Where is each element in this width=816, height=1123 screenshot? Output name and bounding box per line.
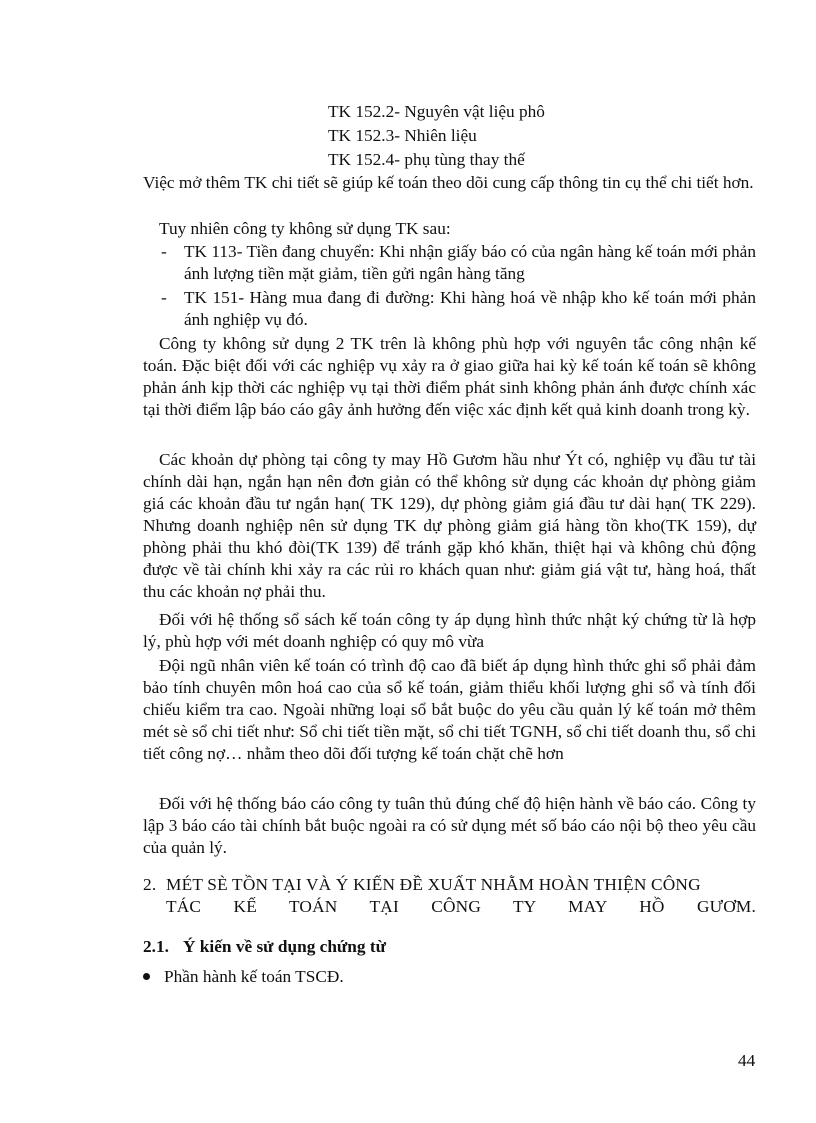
paragraph-du-phong: Các khoản dự phòng tại công ty may Hồ Gươm hầu như Ýt có, nghiệp vụ đầu tư tài chính dài hạn, ngắn hạn nên đơn giản có thể không sử dụng các khoản dự phòng giảm giá các khoản đầu tư ngắn hạn( TK 129), dự phòng giảm giá đầu tư dài hạn( TK 229). Nhưng doanh nghiệp nên sử dụng TK dự phòng giảm giá hàng tồn kho(TK 159), dự phòng phải thu khó đòi(TK 139) để tránh gặp khó khăn, thiệt hại và không chủ động được về tài chính khi xảy ra các rủi ro khách quan như: giảm giá vật tư, hàng hoá, thất thu các khoản nợ phải thu.	[143, 450, 756, 601]
section-heading-2	[143, 874, 756, 918]
bullet-item-tscd	[143, 966, 344, 988]
subsection-heading-2-1	[143, 936, 386, 958]
section-heading-line-1: MÉT SÈ TỒN TẠI VÀ Ý KIẾN ĐỀ XUẤT NHẰM HOÀN THIỆN CÔNG	[166, 875, 701, 894]
subsection-number: 2.1.	[143, 937, 169, 956]
list-item-text: TK 113- Tiền đang chuyển: Khi nhận giấy báo có của ngân hàng kế toán mới phản ánh lượng tiền mặt giảm, tiền gửi ngân hàng tăng	[184, 242, 756, 283]
paragraph-so-sach: Đối với hệ thống sổ sách kế toán công ty áp dụng hình thức nhật ký chứng từ là hợp lý, phù hợp với mét doanh nghiệp có quy mô vừa	[143, 610, 756, 651]
tk-152-4-line: TK 152.4- phụ tùng thay thế	[328, 150, 525, 169]
bullet-dot-icon	[143, 973, 150, 980]
section-heading-line-2: TÁC KẾ TOÁN TẠI CÔNG TY MAY HỒ GƯƠM.	[166, 897, 756, 916]
dash-marker: -	[161, 288, 167, 307]
list-item-tk-113	[161, 241, 756, 285]
list-item-text: TK 151- Hàng mua đang đi đường: Khi hàng hoá về nhập kho kế toán mới phản ánh nghiệp vụ đó.	[184, 288, 756, 329]
paragraph-bao-cao: Đối với hệ thống báo cáo công ty tuân thủ đúng chế độ hiện hành về báo cáo. Công ty lập 3 báo cáo tài chính bắt buộc ngoài ra có sử dụng mét số báo cáo nội bộ theo yêu cầu của quản lý.	[143, 794, 756, 857]
subsection-title: Ý kiến về sử dụng chứng từ	[183, 937, 387, 956]
tk-152-2-line: TK 152.2- Nguyên vật liệu phô	[328, 102, 545, 121]
paragraph-tuy-nhien: Tuy nhiên công ty không sử dụng TK sau:	[159, 219, 451, 238]
tk-152-3-line: TK 152.3- Nhiên liệu	[328, 126, 477, 145]
section-number: 2.	[143, 875, 157, 894]
paragraph-mo-them-tk: Việc mở thêm TK chi tiết sẽ giúp kế toán theo dõi cung cấp thông tin cụ thể chi tiết hơn.	[143, 173, 754, 192]
paragraph-doi-ngu: Đội ngũ nhân viên kế toán có trình độ cao đã biết áp dụng hình thức ghi sổ phải đảm bảo tính chuyên môn hoá cao của sổ kế toán, giảm thiểu khối lượng ghi sổ và tính đối chiếu kiểm tra cao. Ngoài những loại sổ bắt buộc do yêu cầu quản lý kế toán mở thêm mét sè sổ chi tiết như: Sổ chi tiết tiền mặt, sổ chi tiết TGNH, sổ chi tiết doanh thu, sổ chi tiết công nợ… nhằm theo dõi đối tượng kế toán chặt chẽ hơn	[143, 656, 756, 763]
list-item-tk-151	[161, 287, 756, 331]
bullet-item-text: Phần hành kế toán TSCĐ.	[164, 967, 344, 986]
page-number: 44	[738, 1051, 756, 1070]
dash-marker: -	[161, 242, 167, 261]
paragraph-khong-su-dung: Công ty không sử dụng 2 TK trên là không phù hợp với nguyên tắc công nhận kế toán. Đặc biệt đối với các nghiệp vụ xảy ra ở giao giữa hai kỳ kế toán kế toán sẽ không phản ánh kịp thời các nghiệp vụ tại thời điểm phát sinh không phản ánh được chính xác tại thời điểm lập báo cáo gây ảnh hưởng đến việc xác định kết quả kinh doanh trong kỳ.	[143, 334, 756, 419]
